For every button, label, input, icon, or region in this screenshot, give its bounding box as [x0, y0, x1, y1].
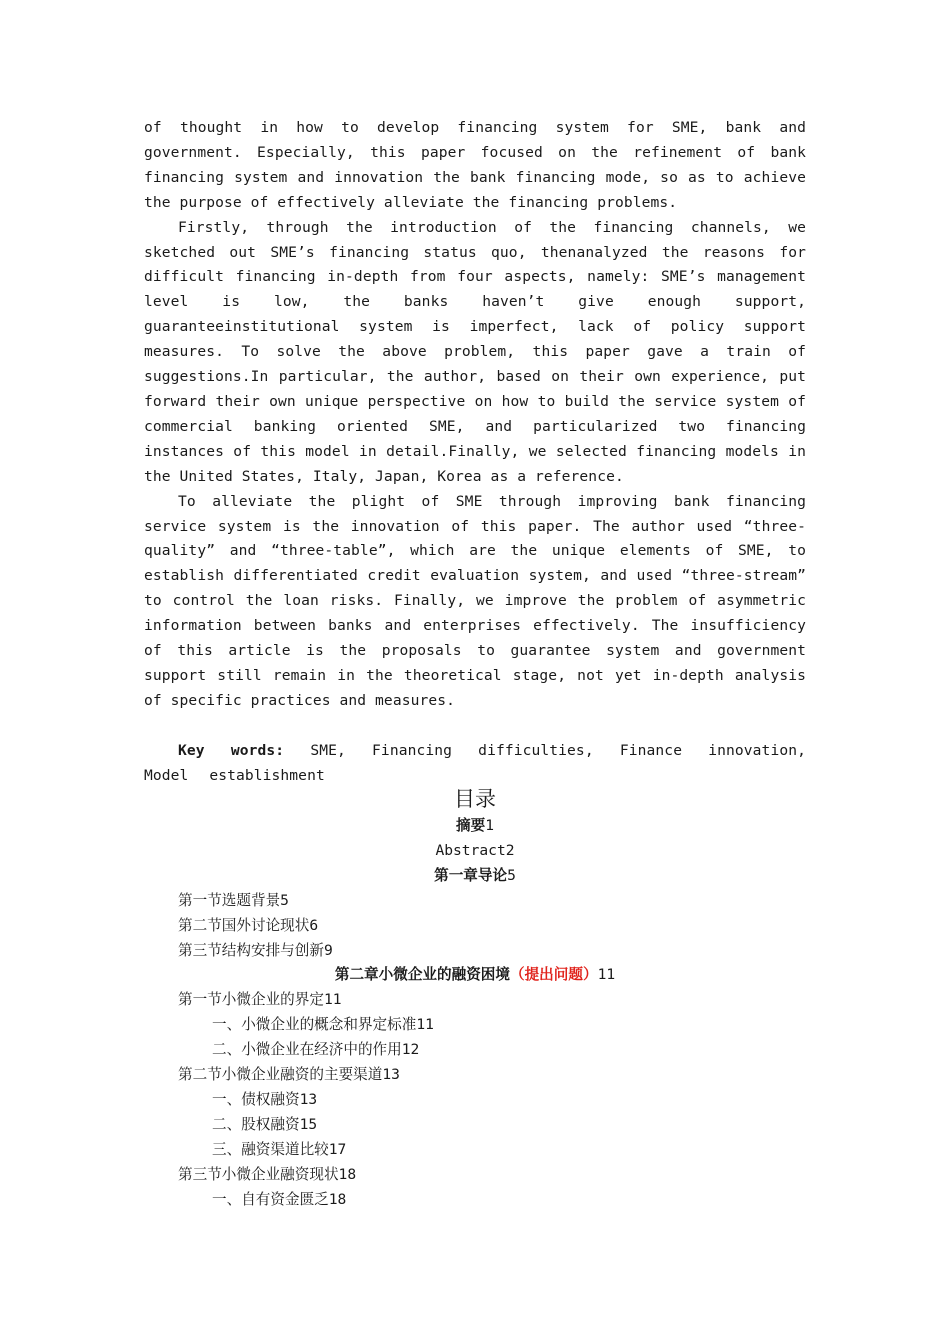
toc-entry-highlight: （提出问题）	[509, 966, 598, 984]
toc-page-number: 5	[507, 866, 516, 884]
toc-entry-c2s2i3[interactable]	[144, 1138, 806, 1163]
toc-entry-c2s1[interactable]	[144, 988, 806, 1013]
toc-page-number: 18	[328, 1190, 347, 1208]
toc-title: 目录	[454, 787, 496, 811]
toc-page-number: 11	[323, 991, 342, 1009]
toc-entry-label: 摘要	[456, 817, 486, 834]
toc-entry-label: 一、自有资金匮乏	[212, 1190, 329, 1208]
abstract-paragraph-alleviate: To alleviate the plight of SME through improving bank financing service system is the innovation of this paper. The author used “three-quality” and “three-table”, which are the unique elements of SME, to establish differentiated credit evaluation system, and used “three-stream” to control the loan risks. Finally, we improve the problem of asymmetric information between banks and enterprises effectively. The insufficiency of this article is the proposals to guarantee system and government support still remain in the theoretical stage, not yet in-depth analysis of specific practices and measures.	[144, 492, 806, 709]
toc-entry-c2s3i1[interactable]	[144, 1188, 806, 1213]
toc-page-number: 17	[328, 1140, 347, 1158]
toc-entry-c2s1i1[interactable]	[144, 1013, 806, 1038]
toc-page-number: 13	[382, 1066, 400, 1084]
toc-entry-c2s2i2[interactable]	[144, 1113, 806, 1138]
toc-page-number: 18	[338, 1165, 357, 1183]
toc-entry-label: 第二节小微企业融资的主要渠道	[178, 1066, 383, 1084]
toc-entry-c1s3[interactable]	[144, 939, 806, 964]
toc-entry-abstract-cn[interactable]	[144, 814, 806, 839]
toc-entry-abstract-en[interactable]	[144, 839, 806, 864]
toc-page-number: 11	[597, 966, 616, 984]
toc-page-number: 1	[485, 817, 494, 834]
toc-entry-c2s3[interactable]	[144, 1163, 806, 1188]
toc-entry-c1s2[interactable]	[144, 914, 806, 939]
table-of-contents	[144, 784, 806, 1213]
keywords-text: SME, Financing difficulties, Finance innovation, Model establishment	[144, 741, 806, 784]
toc-entry-c2s2i1[interactable]	[144, 1088, 806, 1113]
toc-entry-label: 第一章导论	[434, 866, 508, 884]
abstract-paragraph-continuation: of thought in how to develop financing system for SME, bank and government. Especially, this paper focused on the refinement of bank financing system and innovation the bank financing mode, so as to achieve the purpose of effectively alleviate the financing problems.	[144, 119, 806, 211]
toc-page-number: 12	[401, 1041, 420, 1059]
toc-entry-c1s1[interactable]	[144, 889, 806, 914]
toc-page-number: 11	[416, 1016, 434, 1034]
keywords-label: Key words:	[178, 741, 285, 759]
toc-page-number: 15	[299, 1115, 318, 1133]
toc-page-number: 2	[505, 841, 515, 859]
toc-entry-chapter-1[interactable]	[144, 864, 806, 889]
toc-entry-c2s1i2[interactable]	[144, 1038, 806, 1063]
abstract-body	[144, 116, 806, 788]
keywords-line	[144, 739, 806, 789]
abstract-paragraph-firstly: Firstly, through the introduction of the financing channels, we sketched out SME’s financing status quo, thenanalyzed the reasons for difficult financing in-depth from four aspects, namely: SME’s management level is low, the banks haven’t give enough support, guaranteeinstitutional system is imperfect, lack of policy support measures. To solve the above problem, this paper gave a train of suggestions.In particular, the author, based on their own experience, put forward their own unique perspective on how to build the service system of commercial banking oriented SME, and particularized two financing instances of this model in detail.Finally, we selected financing models in the United States, Italy, Japan, Korea as a reference.	[144, 218, 806, 485]
toc-entry-label: Abstract	[435, 841, 506, 859]
toc-entry-label: 一、小微企业的概念和界定标准	[212, 1016, 417, 1034]
toc-entry-label: 第一节小微企业的界定	[178, 991, 324, 1009]
toc-page-number: 5	[280, 891, 289, 909]
toc-entry-label: 二、股权融资	[212, 1115, 300, 1133]
toc-entry-label: 第一节选题背景	[178, 891, 281, 909]
toc-entry-chapter-2[interactable]	[144, 963, 806, 988]
toc-page-number: 9	[323, 941, 333, 959]
toc-entry-label: 第二节国外讨论现状	[178, 916, 310, 934]
toc-entry-label: 三、融资渠道比较	[212, 1140, 329, 1158]
toc-entry-label: 第三节小微企业融资现状	[178, 1165, 339, 1183]
toc-page-number: 6	[309, 916, 319, 934]
toc-entry-label: 第三节结构安排与创新	[178, 941, 324, 959]
toc-entry-label: 二、小微企业在经济中的作用	[212, 1041, 402, 1059]
toc-entry-c2s2[interactable]	[144, 1063, 806, 1088]
toc-entry-label: 第二章小微企业的融资困境	[334, 966, 510, 984]
toc-entry-label: 一、债权融资	[212, 1090, 300, 1108]
toc-page-number: 13	[299, 1090, 318, 1108]
